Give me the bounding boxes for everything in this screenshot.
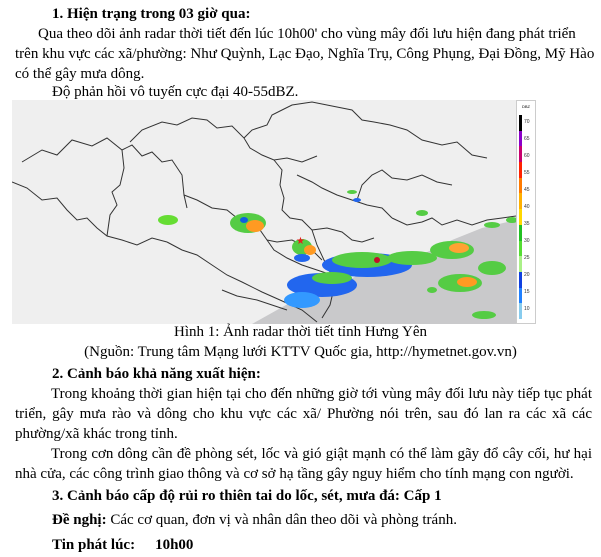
figure-source: (Nguồn: Trung tâm Mạng lưới KTTV Quốc gia, http://hymetnet.gov.vn): [84, 344, 517, 360]
section2-para1: Trong khoảng thời gian hiện tại cho đến những giờ tới vùng mây đối lưu này tiếp tục phát triển, gây mưa rào và dông cho khu vực các xã/ Phường nói trên, sau đó lan ra các xã các phường/xã khác trong tỉnh.: [15, 386, 592, 442]
radar-map-image: [12, 100, 516, 324]
legend-tick-label: 10: [524, 306, 530, 313]
legend-color-segment: [519, 131, 522, 147]
legend-color-segment: [519, 209, 522, 225]
legend-tick-label: 25: [524, 255, 530, 262]
recommendation: [52, 510, 457, 530]
legend-color-segment: [519, 288, 522, 304]
section1-para1-line2: trên khu vực các xã/phường: Như Quỳnh, Lạc Đạo, Nghĩa Trụ, Công Phụng, Đại Đồng, Mỹ Hào: [15, 46, 595, 62]
section2-body: [15, 384, 592, 484]
legend-tick-label: 65: [524, 136, 530, 143]
legend-tick-label: 20: [524, 272, 530, 279]
section1-heading: 1. Hiện trạng trong 03 giờ qua:: [52, 6, 251, 22]
legend-tick-label: 15: [524, 289, 530, 296]
section2-para2: Trong cơn dông cần đề phòng sét, lốc và gió giật mạnh có thể làm gãy đổ cây cối, hư hại nhà cửa, các công trình giao thông và cơ sở hạ tầng gây nguy hiểm cho tính mạng con người.: [15, 446, 592, 482]
legend-color-segment: [519, 241, 522, 257]
legend-tick-label: 40: [524, 204, 530, 211]
section1-para1-line1: Qua theo dõi ảnh radar thời tiết đến lúc 10h00' cho vùng mây đối lưu hiện đang phát triển: [38, 26, 576, 42]
legend-tick-label: 45: [524, 187, 530, 194]
legend-color-segment: [519, 115, 522, 131]
issued-label: Tin phát lúc:: [52, 537, 136, 553]
section3-heading: 3. Cảnh báo cấp độ rủi ro thiên tai do lốc, sét, mưa đá: Cấp 1: [52, 488, 442, 504]
legend-tick-label: 30: [524, 238, 530, 245]
recommendation-text: Các cơ quan, đơn vị và nhân dân theo dõi và phòng tránh.: [106, 512, 457, 528]
legend-unit: DBZ: [522, 104, 530, 109]
legend-color-segment: [519, 162, 522, 178]
legend-tick-label: 55: [524, 170, 530, 177]
legend-color-segment: [519, 303, 522, 319]
location-dot-icon: [374, 257, 380, 263]
legend-color-segment: [519, 193, 522, 209]
issued-time-row: [52, 535, 193, 555]
legend-color-segment: [519, 272, 522, 288]
figure-caption: Hình 1: Ảnh radar thời tiết tỉnh Hưng Yên: [174, 324, 427, 340]
legend-color-bar: [519, 115, 522, 319]
legend-color-segment: [519, 146, 522, 162]
legend-color-segment: [519, 256, 522, 272]
legend-tick-label: 70: [524, 119, 530, 126]
legend-tick-label: 60: [524, 153, 530, 160]
legend-color-segment: [519, 178, 522, 194]
legend-tick-label: 35: [524, 221, 530, 228]
issued-time: 10h00: [155, 537, 194, 553]
section2-heading: 2. Cảnh báo khả năng xuất hiện:: [52, 366, 261, 382]
radar-map-svg: [12, 100, 516, 324]
section1-para1-line3: có thể gây mưa dông.: [15, 66, 145, 82]
dbz-color-legend: [516, 100, 536, 324]
recommendation-label: Đề nghị:: [52, 512, 107, 528]
section1-para2: Độ phản hồi vô tuyến cực đại 40-55dBZ.: [52, 84, 299, 100]
location-star-icon: ★: [296, 236, 305, 247]
legend-color-segment: [519, 225, 522, 241]
